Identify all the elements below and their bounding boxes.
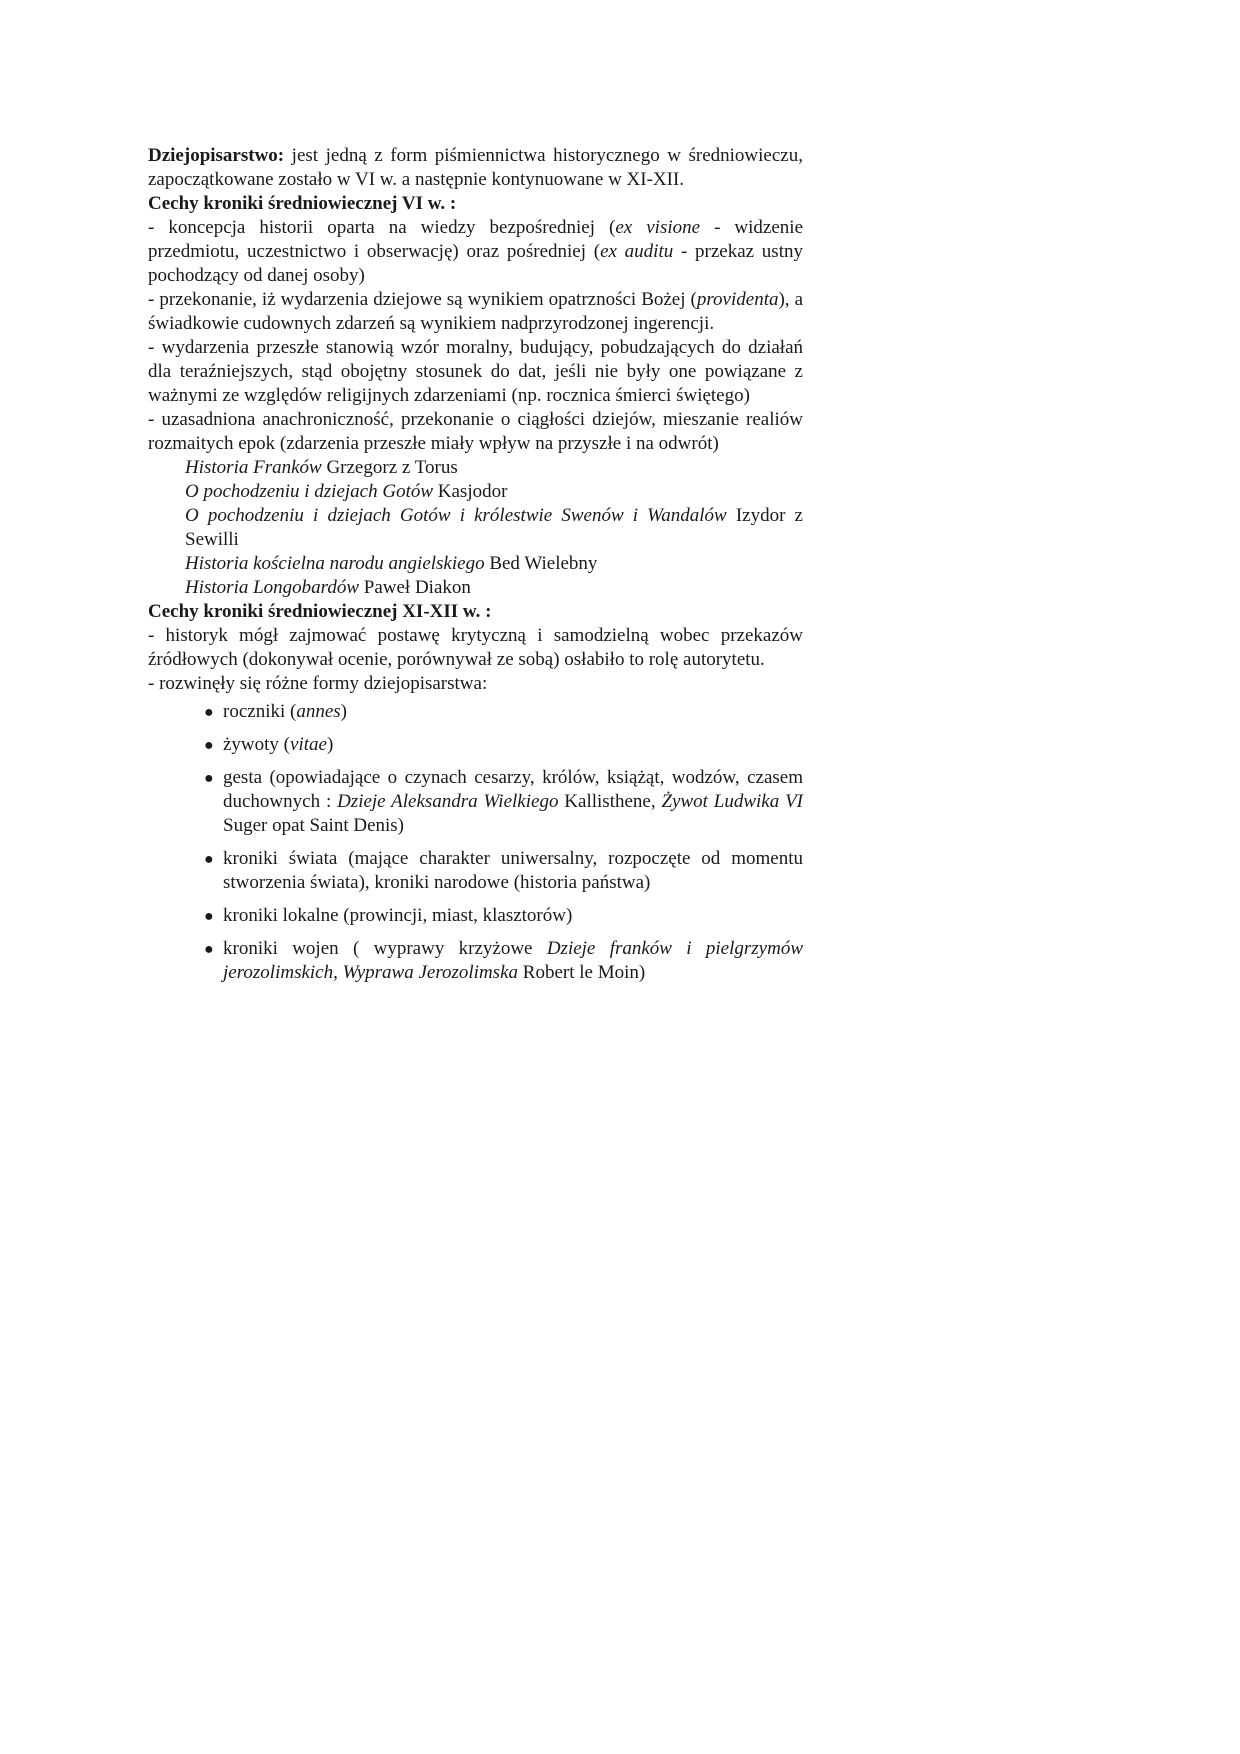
intro-text: jest jedną z form piśmiennictwa historycznego w średniowieczu, zapoczątkowane zostało w VI w. a następnie kontynuowane w XI-XII. [148, 145, 803, 190]
book-author: Kasjodor [433, 481, 508, 502]
forms-list [148, 700, 803, 985]
book-item [185, 504, 803, 552]
section1-point-1: - koncepcja historii oparta na wiedzy bezpośredniej (ex visione - widzenie przedmiotu, uczestnictwo i obserwację) oraz pośredniej (ex auditu - przekaz ustny pochodzący od danej osoby) [148, 217, 804, 286]
section1-heading: Cechy kroniki średniowiecznej VI w. : [148, 193, 457, 214]
book-title: O pochodzeniu i dziejach Gotów [185, 481, 434, 502]
list-item: ● kroniki lokalne (prowincji, miast, klasztorów) [223, 904, 803, 928]
intro-term: Dziejopisarstwo: [148, 145, 285, 166]
book-item [185, 480, 803, 504]
bullet-icon: ● [204, 737, 214, 754]
section1-point-2: - przekonanie, iż wydarzenia dziejowe są wynikiem opatrzności Bożej (providenta), a świadkowie cudownych zdarzeń są wynikiem nadprzyrodzonej ingerencji. [148, 289, 803, 334]
intro-paragraph [148, 144, 803, 192]
book-title: Historia kościelna narodu angielskiego [185, 553, 485, 574]
book-author: Bed Wielebny [484, 553, 598, 574]
book-item [185, 456, 803, 480]
section2-point-2: - rozwinęły się różne formy dziejopisarstwa: [148, 673, 488, 694]
list-item: ● żywoty (vitae) [223, 733, 803, 757]
term-ex-visione: ex visione [615, 217, 701, 238]
list-item: ● kroniki świata (mające charakter uniwersalny, rozpoczęte od momentu stworzenia świata), kroniki narodowe (historia państwa) [204, 848, 803, 893]
list-item: ● kroniki wojen ( wyprawy krzyżowe Dzieje franków i pielgrzymów jerozolimskich, Wyprawa Jerozolimska Robert le Moin) [204, 938, 804, 983]
document-page [148, 144, 803, 994]
bullet-icon: ● [204, 704, 214, 721]
book-item [185, 552, 803, 576]
book-title: O pochodzeniu i dziejach Gotów i królestwie Swenów i Wandalów [185, 505, 727, 526]
bullet-icon: ● [204, 908, 214, 925]
book-author: Grzegorz z Torus [321, 457, 458, 478]
book-title: Historia Franków [185, 457, 322, 478]
bullet-icon: ● [204, 770, 214, 787]
term-providenta: providenta [696, 289, 779, 310]
book-author: Izydor z Sewilli [185, 505, 803, 550]
list-item: ● gesta (opowiadające o czynach cesarzy, królów, książąt, wodzów, czasem duchownych : Dzieje Aleksandra Wielkiego Kallisthene, Żywot Ludwika VI Suger opat Saint Denis) [204, 767, 804, 836]
book-list [148, 456, 803, 600]
term-ex-auditu: ex auditu [600, 241, 674, 262]
bullet-icon: ● [204, 851, 214, 868]
book-item [185, 576, 803, 600]
section1-point-4: - uzasadniona anachroniczność, przekonanie o ciągłości dziejów, mieszanie realiów rozmaitych epok (zdarzenia przeszłe miały wpływ na przyszłe i na odwrót) [148, 409, 803, 454]
book-title: Historia Longobardów [185, 577, 360, 598]
section1-point-3: - wydarzenia przeszłe stanowią wzór moralny, budujący, pobudzających do działań dla teraźniejszych, stąd obojętny stosunek do dat, jeśli nie były one powiązane z ważnymi ze względów religijnych zdarzeniami (np. rocznica śmierci świętego) [148, 337, 803, 406]
book-author: Paweł Diakon [359, 577, 471, 598]
section2-heading: Cechy kroniki średniowiecznej XI-XII w. : [148, 601, 492, 622]
list-item: ● roczniki (annes) [223, 700, 803, 724]
section2-point-1: - historyk mógł zajmować postawę krytyczną i samodzielną wobec przekazów źródłowych (dokonywał ocenie, porównywał ze sobą) osłabiło to rolę autorytetu. [148, 625, 803, 670]
bullet-icon: ● [204, 941, 214, 958]
